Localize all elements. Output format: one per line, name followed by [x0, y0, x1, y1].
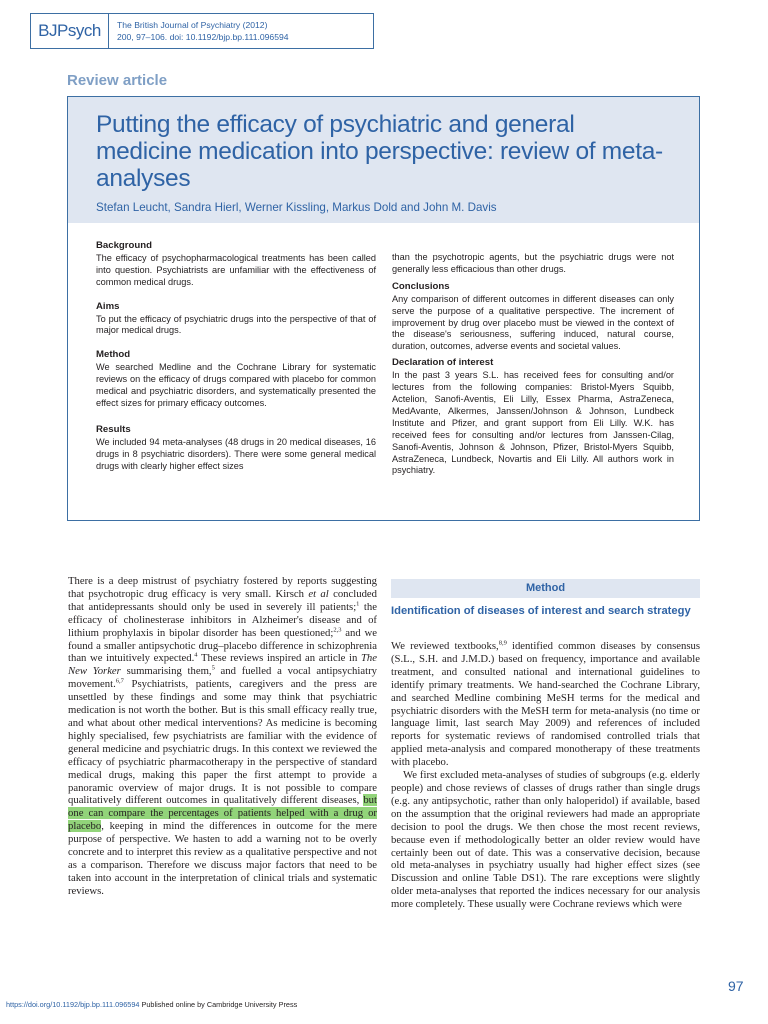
- method-section-bar: Method: [391, 579, 700, 598]
- article-title: Putting the efficacy of psychiatric and general medicine medication into perspective: review of meta-analyses: [96, 111, 663, 192]
- abstract-box: [67, 96, 700, 521]
- author-list: Stefan Leucht, Sandra Hierl, Werner Kissling, Markus Dold and John M. Davis: [96, 201, 497, 214]
- conclusions-text: Any comparison of different outcomes in different diseases can only serve the purpose of a qualitative perspective. The increment of improvement by drug over placebo must be viewed in the context of the disease's seriousness, suffering induced, natural course, duration, outcomes, adverse events and societal values.: [392, 293, 674, 352]
- footer: [6, 1000, 297, 1009]
- introduction-paragraph: There is a deep mistrust of psychiatry fostered by reports suggesting that psychotropic drug efficacy is very small. Kirsch et al concluded that antidepressants should only be used in severely ill patients;$^1$ the efficacy of cholinesterase inhibitors in Alzheimer's disease and of lithium prophylaxis in bipolar disorder has been questioned;$^{2,3}$ and we found a smaller antipsychotic drug–placebo difference in schizophrenia than we intuitively expected.$^4$ These reviews inspired an article in The New Yorker summarising them,$^5$ and fuelled a vocal antipsychiatry movement.$^{6,7}$ Psychiatrists, patients, caregivers and the press are unsettled by these findings and some may think that psychiatric medication is not worth the bother. But is this small efficacy really true, and what about other medical interventions? As medicine is becoming highly specialised, few psychiatrists are familiar with the evidence of general medicine and psychiatric drugs. In this context we reviewed the efficacy of psychiatric pharmacotherapy in the perspective of standard medical drugs, making this paper the first attempt to provide a panoramic overview of major drugs. It is not possible to compare qualitatively different outcomes in qualitatively different diseases, but one can compare the percentages of patients helped with a drug or placebo, keeping in mind the differences in outcome for the mere purpose of perspective. We hasten to add a warning not to be overly concrete and to interpret this review as a qualitative perspective and not as a comparison. Therefore we discuss major factors that need to be taken into account in the interpretation of clinical trials and systematic reviews.: [68, 575, 377, 897]
- method-paragraph: We reviewed textbooks,$^{8,9}$ identified common diseases by consensus (S.L., S.H. and J.M.D.) based on frequency, importance and available treatment, and consulted national and international guidelines to identify primary treatments. We hand-searched the Cochrane Library, and searched Medline combining MeSH terms for the medical and psychiatric disorders with the MeSH term for meta-analysis (no time or language limit, last search May 2009) and references of included reports for systematic reviews of randomised controlled trials that applied meta-analysis and compared monotherapy of these treatments with placebo.: [391, 639, 700, 769]
- declaration-heading: Declaration of interest: [392, 357, 494, 369]
- page-number: 97: [728, 978, 744, 994]
- aims-heading: Aims: [96, 300, 120, 312]
- reference-superscript[interactable]: 2,3: [333, 626, 342, 634]
- method-text: We searched Medline and the Cochrane Library for systematic reviews on the efficacy of drugs compared with placebo for common medical and psychiatric disorders, and systematically presented the effect sizes for primary efficacy outcomes.: [96, 362, 376, 408]
- abstract-right-column: [392, 252, 674, 477]
- journal-reference: [109, 14, 289, 48]
- reference-superscript[interactable]: 1: [356, 600, 360, 608]
- results-heading: Results: [96, 423, 131, 435]
- reference-superscript[interactable]: 6,7: [115, 677, 124, 685]
- method-body: [391, 640, 700, 911]
- method-subheading: Identification of diseases of interest and search strategy: [391, 605, 691, 617]
- citation-line[interactable]: 200, 97–106. doi: 10.1192/bjp.bp.111.096594: [117, 32, 289, 42]
- article-type-label: Review article: [67, 72, 168, 89]
- results-text: We included 94 meta-analyses (48 drugs in 20 medical diseases, 16 drugs in 8 psychiatric disorders). There were some general medical drugs with clearly higher effect sizes: [96, 436, 376, 471]
- published-note: Published online by Cambridge University Press: [139, 1000, 298, 1009]
- conclusions-heading: Conclusions: [392, 280, 450, 292]
- journal-line: The British Journal of Psychiatry (2012): [117, 20, 268, 30]
- aims-text: To put the efficacy of psychiatric drugs into the perspective of that of major medical drugs.: [96, 313, 376, 336]
- reference-superscript[interactable]: 4: [194, 651, 198, 659]
- abstract-left-column: [96, 240, 376, 473]
- declaration-text: In the past 3 years S.L. has received fees for consulting and/or lectures from the following companies: Bristol-Myers Squibb, Actelion, Sanofi-Aventis, Eli Lilly, Essex Pharma, AstraZeneca, MedAvante, Alkermes, Janssen/Johnson & Johnson, Lundbeck Institute and Pfizer, and grant support from Eli Lilly. W.K. has received fees for consulting and/or lectures from Janssen-Cilag, Sanofi-Aventis, Johnson & Johnson, Pfizer, Bristol-Myers Squibb, AstraZeneca, Lundbeck, Novartis and Eli Lilly. All authors work in psychiatry.: [392, 370, 674, 476]
- highlighted-text[interactable]: but one can compare the percentages of patients helped with a drug or placebo: [68, 794, 377, 833]
- reference-superscript[interactable]: 8,9: [498, 639, 507, 647]
- journal-header: [30, 13, 374, 49]
- reference-superscript[interactable]: 5: [211, 664, 215, 672]
- method-heading: Method: [96, 349, 131, 361]
- background-heading: Background: [96, 240, 152, 251]
- background-text: The efficacy of psychopharmacological treatments has been called into question. Psychiatrists are unfamiliar with the effectiveness of common medical drugs.: [96, 252, 376, 287]
- method-paragraph: We first excluded meta-analyses of studies of subgroups (e.g. elderly people) and chose reviews of classes of drugs rather than single drugs (e.g. any antipsychotic, rather than only haloperidol) if available, based on the assumption that the original reviewers had made an appropriate decision to pool the drugs. We then chose the most recent reviews, because even if methodologically better an older review would have certainly been out of date. This was a conservative decision, because old meta-analyses in psychiatry usually had higher effect sizes (see Discussion and online Table DS1). The rare exceptions were slightly older meta-analyses that reported the indices necessary for our analysis more completely. These usually were Cochrane reviews which were: [391, 769, 700, 911]
- results-continued: than the psychotropic agents, but the psychiatric drugs were not generally less efficacious than other drugs.: [392, 252, 674, 274]
- doi-link[interactable]: https://doi.org/10.1192/bjp.bp.111.096594: [6, 1000, 140, 1009]
- journal-logo: BJPsych: [31, 14, 109, 48]
